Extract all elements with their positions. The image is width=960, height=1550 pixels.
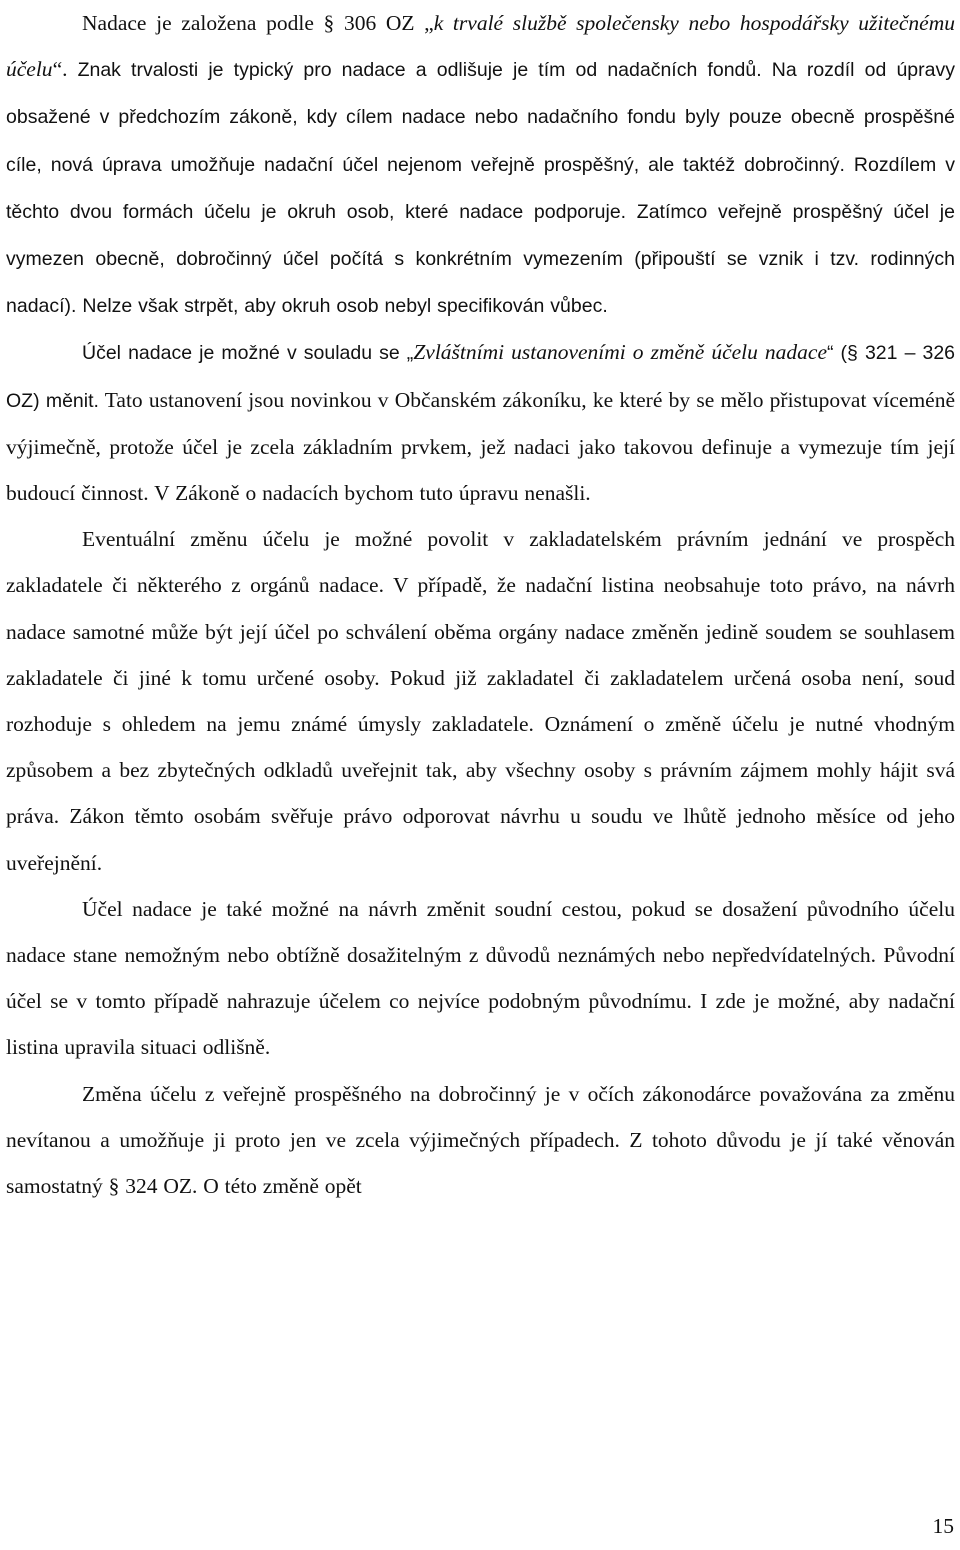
text-run: Na rozdíl od úpravy obsažené v předchozím zákoně, kdy cílem nadace nebo nadačního fondu byly pouze obecně prospěšné cíle, nová úprava umožňuje nadační účel nejenom veřejně prospěšný, ale taktéž dobročinný. <box>6 59 955 176</box>
text-run: Eventuální změnu účelu je možné povolit v zakladatelském právním jednání ve prospěch zakladatele či některého z orgánů nadace. V případě, že nadační listina neobsahuje toto právo, na návrh nadace samotné může být její účel po schválení oběma orgány nadace změněn jedině soudem se souhlasem zakladatele či jiné k tomu určené osoby. Pokud již zakladatel či zakladatelem určená osoba není, soud rozhoduje s ohledem na jemu známé úmysly zakladatele. Oznámení o změně účelu je nutné vhodným způsobem a bez zbytečných odkladů uveřejnit tak, aby všechny osoby s právním zájmem mohly hájit svá práva. Zákon těmto osobám svěřuje právo odporovat návrhu u soudu ve lhůtě jednoho měsíce od jeho uveřejnění. <box>6 527 955 875</box>
text-run: “. <box>52 57 78 82</box>
text-run: Znak trvalosti je typický pro nadace a odlišuje je tím od nadačních fondů. <box>77 59 762 82</box>
text-run: Zatímco veřejně prospěšný účel je vymezen obecně, dobročinný účel počítá s konkrétním vymezením (připouští se vznik i tzv. rodinných nadací). <box>6 200 955 318</box>
text-run: Nadace je založena podle § 306 OZ „ <box>82 11 434 35</box>
page-number: 15 <box>932 1514 954 1538</box>
paragraph-4 <box>6 886 955 1071</box>
text-run: “ (§ 321 – 326 OZ) měnit. <box>6 342 956 412</box>
text-run: Nelze však strpět, aby okruh osob nebyl specifikován vůbec. <box>76 295 608 318</box>
paragraph-5 <box>6 1071 955 1210</box>
text-run: Změna účelu z veřejně prospěšného na dobročinný je v očích zákonodárce považována za změnu nevítanou a umožňuje ji proto jen ve zcela výjimečných případech. Z tohoto důvodu je jí také věnován samostatný § 324 OZ. O této změně opět <box>6 1081 955 1199</box>
text-run: Účel nadace je možné v souladu se „ <box>82 342 414 365</box>
text-run: Rozdílem v těchto dvou formách účelu je okruh osob, které nadace podporuje. <box>6 153 955 223</box>
text-run: k trvalé službě společensky nebo hospodářsky užitečnému účelu <box>6 11 955 82</box>
paragraph-1 <box>6 0 955 329</box>
document-page <box>6 0 955 1209</box>
paragraph-3 <box>6 516 955 886</box>
text-run: Zvláštními ustanoveními o změně účelu nadace <box>413 340 827 365</box>
text-run: Tato ustanovení jsou novinkou v Občanském zákoníku, ke které by se mělo přistupovat víceméně výjimečně, protože účel je zcela základním prvkem, jež nadaci jako takovou definuje a vymezuje tím její budoucí činnost. V Zákoně o nadacích bychom tuto úpravu nenašli. <box>6 387 956 506</box>
text-run: Účel nadace je také možné na návrh změnit soudní cestou, pokud se dosažení původního účelu nadace stane nemožným nebo obtížně dosažitelným z důvodů neznámých nebo nepředvídatelných. Původní účel se v tomto případě nahrazuje účelem co nejvíce podobným původnímu. I zde je možné, aby nadační listina upravila situaci odlišně. <box>6 896 955 1060</box>
paragraph-2 <box>6 329 955 516</box>
